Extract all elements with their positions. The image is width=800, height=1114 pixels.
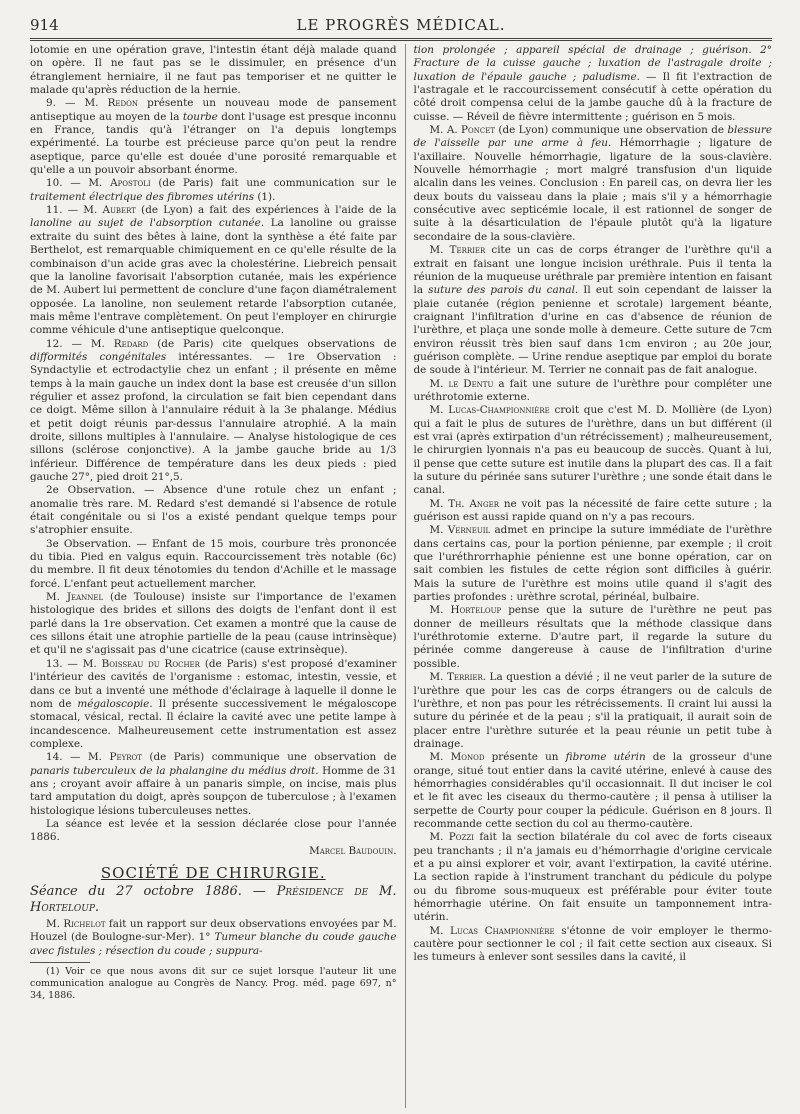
paragraph-horteloup: M. Horteloup pense que la suture de l'urèthre ne peut pas donner de meilleurs résultats que la méthode classique dans l'uréthrotomie externe. D'autre part, il regarde la suture du périnée comme dangereuse à cause de l'infiltration d'urine possible. bbox=[413, 604, 772, 670]
paragraph-lucas-championniere-2: M. Lucas Championnière s'étonne de voir employer le thermo-cautère pour sectionner le col ; il fait cette section aux ciseaux. Si les tumeurs à enlever sont sessiles dans la cavité, il bbox=[413, 924, 772, 964]
paragraph-hernia: lotomie en une opération grave, l'intestin étant déjà malade quand on opère. Il ne faut pas se le dissimuler, en présence d'un étranglement herniaire, il ne faut pas temporiser et ne quitter le malade qu'après réduction de la hernie. bbox=[30, 44, 397, 97]
journal-title: LE PROGRÈS MÉDICAL. bbox=[296, 16, 506, 34]
right-column bbox=[405, 44, 773, 1108]
section-title: SOCIÉTÉ DE CHIRURGIE. bbox=[100, 863, 326, 882]
footnote: (1) Voir ce que nous avons dit sur ce sujet lorsque l'auteur lit une communication analogue au Congrès de Nancy. Prog. méd. page 697, n° 34, 1886. bbox=[30, 966, 397, 1001]
paragraph-terrier-2: M. Terrier. La question a dévié ; il ne veut parler de la suture de l'urèthre que pour les cas de corps étrangers ou de calculs de l'urèthre, et non pas pour les rétrécissements. Il craint lui aussi la suture du périnée et de la peau ; s'il la pratiquait, il aurait soin de placer entre l'urèthre suturée et la peau réunie un petit tube à drainage. bbox=[413, 671, 772, 750]
paragraph-closing: La séance est levée et la session déclarée close pour l'année 1886. bbox=[30, 817, 397, 844]
paragraph-aubert: 11. — M. Aubert (de Lyon) a fait des expériences à l'aide de la lanoline au sujet de l'absorption cutanée. La lanoline ou graisse extraite du suint des bêtes à laine, dont la synthèse a été faite par Berthelot, est remarquable chimiquement en ce qu'elle résulte de la combinaison d'un acide gras avec la cholestérine. Liebreich pensait que la lanoline favorisait l'absorption cutanée, mais les expérience de M. Aubert lui permettent de conclure d'une façon diamétralement opposée. La lanoline, non seulement retarde l'absorption cutanée, mais même l'entrave complètement. On peut l'employer en chirurgie comme véhicule d'une antiseptique quelconque. bbox=[30, 204, 397, 337]
paragraph-le-dentu: M. le Dentu a fait une suture de l'urèthre pour compléter une uréthrotomie externe. bbox=[413, 377, 772, 403]
paragraph-peyrot: 14. — M. Peyrot (de Paris) communique une observation de panaris tuberculeux de la phalangine du médius droit. Homme de 31 ans ; croyant avoir affaire à un panaris simple, on incise, mais plus tard amputation du doigt, après soupçon de tuberculose ; à l'examen histologique lésions tuberculeuses nettes. bbox=[30, 751, 397, 817]
page-header bbox=[30, 14, 772, 41]
paragraph-lucas-championniere: M. Lucas-Championnière croit que c'est M. D. Mollière (de Lyon) qui a fait le plus de sutures de l'urèthre, dans un but différent (il est vrai (après extirpation d'un rétrécissement) ; malheureusement, le chirurgien lyonnais n'a pas eu beaucoup de succès. Quant à lui, il pense que cette suture est inutile dans la plupart des cas. Il a fait la suture du périnée sans suturer l'urèthre ; une sonde était dans le canal. bbox=[413, 404, 772, 497]
paragraph-jeannel: M. Jeannel (de Toulouse) insiste sur l'importance de l'examen histologique des brides et sillons des doigts de l'enfant dont il est parlé dans la 1re observation. Cet examen a montré que la cause de ces sillons était une atrophie partielle de la peau (cause intrinsèque) et qu'il ne s'agissait pas d'une cicatrice (cause extrinsèque). bbox=[30, 591, 397, 657]
paragraph-observation-2: 2e Observation. — Absence d'une rotule chez un enfant ; anomalie très rare. M. Redard s'est demandé si l'absence de rotule était congénitale ou si l'os a existé pendant quelque temps pour s'atrophier ensuite. bbox=[30, 484, 397, 537]
paragraph-terrier: M. Terrier cite un cas de corps étranger de l'urèthre qu'il a extrait en faisant une longue incision uréthrale. Puis il tenta la réunion de la muqueuse uréthrale par première intention en faisant la suture des parois du canal. Il eut soin cependant de laisser la plaie cutanée (région penienne et scrotale) largement béante, craignant l'infiltration d'urine en cas d'absence de réunion de l'urèthre, et plaça une sonde molle à demeure. Cette suture de 7cm environ réussit très bien sauf dans 1cm environ ; au 20e jour, guérison complète. — Urine rendue aseptique par emploi du borate de soude à l'intérieur. M. Terrier ne connait pas de fait analogue. bbox=[413, 244, 772, 377]
footnote-separator bbox=[30, 962, 90, 963]
paragraph-apostoli: 10. — M. Apostoli (de Paris) fait une communication sur le traitement électrique des fibromes utérins (1). bbox=[30, 177, 397, 203]
paragraph-houzel-cont: tion prolongée ; appareil spécial de drainage ; guérison. 2° Fracture de la cuisse gauche ; luxation de l'astragale droite ; luxation de l'épaule gauche ; paludisme. — Il fit l'extraction de l'astragale et le raccourcissement consécutif à cette opération du côté droit compensa celui de la jambe gauche dû à la fracture de cuisse. — Réveil de fièvre intermittente ; guérison en 5 mois. bbox=[413, 44, 772, 123]
paragraph-observation-3: 3e Observation. — Enfant de 15 mois, courbure très prononcée du tibia. Pied en valgus equin. Raccourcissement très notable (6c) du membre. Il fit deux ténotomies du tendon d'Achille et le massage forcé. L'enfant peut actuellement marcher. bbox=[30, 537, 397, 590]
page-number: 914 bbox=[30, 16, 59, 34]
seance-line: Séance du 27 octobre 1886. — Présidence de M. Horteloup. bbox=[30, 883, 397, 915]
paragraph-monod: M. Monod présente un fibrome utérin de la grosseur d'une orange, situé tout entier dans la cavité utérine, enlevé à cause des hémorrhagies considérables qu'il occasionnait. Il dut inciser le col et le fit avec les ciseaux du thermo-cautère ; il pensa à utiliser la serpette de Courty pour couper la pédicule. Guérison en 8 jours. Il recommande cette section du col au thermo-cautère. bbox=[413, 751, 772, 830]
paragraph-pozzi: M. Pozzi fait la section bilatérale du col avec de forts ciseaux peu tranchants ; il n'a jamais eu d'hémorrhagie d'origine cervicale et a pu ainsi explorer et voir, avant l'extirpation, la cavité utérine. La section rapide à l'instrument tranchant du pédicule du polype ou du fibrome sous-muqueux est préférable pour éviter toute hémorrhagie utérine. On fait ensuite un tamponnement intra-utérin. bbox=[413, 831, 772, 924]
paragraph-verneuil: M. Verneuil admet en principe la suture immédiate de l'urèthre dans certains cas, pour la portion pénienne, par exemple ; il croit que l'uréthrorrhaphie pénienne est une bonne opération, car on sait combien les fistules de cette région sont difficiles à guérir. Mais la suture de l'urèthre est moins utile quand il s'agit des parties profondes : urèthre scrotal, périnéal, bulbaire. bbox=[413, 524, 772, 604]
left-column bbox=[30, 44, 397, 1108]
paragraph-richelot: M. Richelot fait un rapport sur deux observations envoyées par M. Houzel (de Boulogne-sur-Mer). 1° Tumeur blanche du coude gauche avec fistules ; résection du coude ; suppura- bbox=[30, 917, 397, 957]
paragraph-anger: M. Th. Anger ne voit pas la nécessité de faire cette suture ; la guérison est aussi rapide quand on n'y a pas recours. bbox=[413, 497, 772, 524]
signature: Marcel Baudouin. bbox=[309, 844, 397, 857]
journal-page bbox=[30, 14, 772, 1108]
paragraph-redon: 9. — M. Redon présente un nouveau mode de pansement antiseptique au moyen de la tourbe dont l'usage est presque inconnu en France, tandis qu'à l'étranger on l'a depuis longtemps expérimenté. La tourbe est précieuse parce qu'on peut la rendre aseptique, parce qu'elle est douée d'une porosité remarquable et qu'elle a un pouvoir absorbant énorme. bbox=[30, 97, 397, 177]
paragraph-boisseau: 13. — M. Boisseau du Rocher (de Paris) s'est proposé d'examiner l'intérieur des cavités de l'organisme : estomac, intestin, vessie, et dans ce but a inventé une méthode d'éclairage à laquelle il donne le nom de mégaloscopie. Il présente successivement le mégaloscope stomacal, vésical, rectal. Il éclaire la cavité avec une petite lampe à incandescence. Malheureusement cette instrumentation est assez complexe. bbox=[30, 657, 397, 750]
paragraph-redard: 12. — M. Redard (de Paris) cite quelques observations de difformités congénitales intéressantes. — 1re Observation : Syndactylie et ectrodactylie chez un enfant ; il présente en même temps à la main gauche un index dont la base est creusée d'un sillon régulier et assez profond, la circulation se fait bien cependant dans ce doigt. Même sillon à l'annulaire réduit à la 3e phalange. Médius et petit doigt réunis par-dessus l'annulaire atrophié. A la main droite, sillons multiples à l'annulaire. — Analyse histologique de ces sillons (sclérose conjonctive). A la jambe gauche bride au 1/3 inférieur. Différence de température dans les deux pieds : pied gauche 27°, pied droit 21°,5. bbox=[30, 337, 397, 483]
paragraph-poncet: M. A. Poncet (de Lyon) communique une observation de blessure de l'aisselle par une arme à feu. Hémorrhagie ; ligature de l'axillaire. Nouvelle hémorrhagie, ligature de la sous-clavière. Nouvelle hémorrhagie ; mort malgré transfusion d'un liquide alcalin dans les veines. Conclusion : En pareil cas, on devra lier les deux bouts du vaisseau dans la plaie ; mais s'il y a hémorrhagie consécutive avec septicémie locale, il est rationnel de songer de suite à la désarticulation de l'épaule plutôt qu'à la ligature secondaire de la sous-clavière. bbox=[413, 124, 772, 243]
